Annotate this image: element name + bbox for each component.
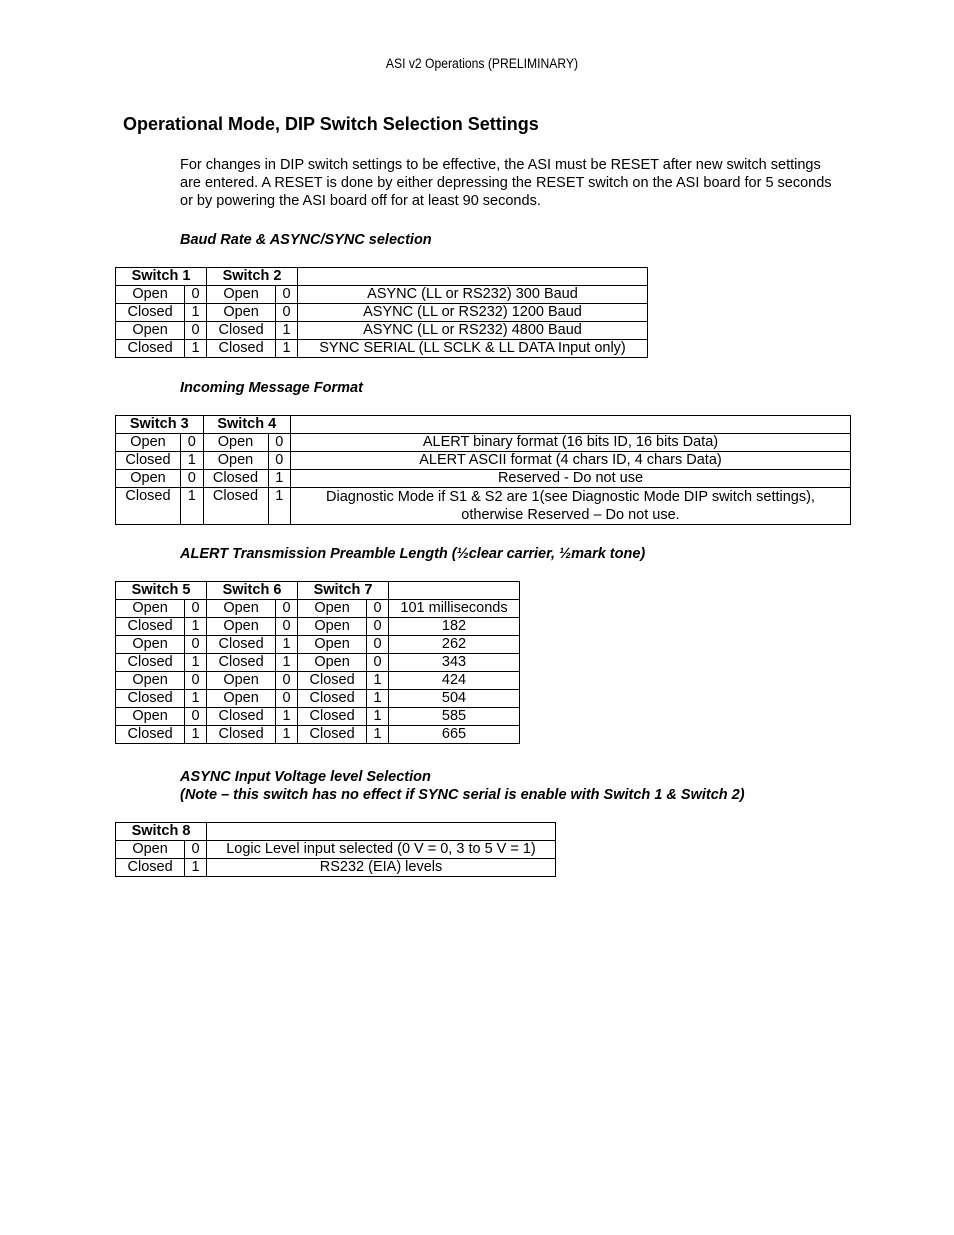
cell: Open [116,470,181,488]
format-heading: Incoming Message Format [180,380,363,396]
cell: ALERT binary format (16 bits ID, 16 bits Data) [291,434,851,452]
cell: 0 [276,304,298,322]
cell: RS232 (EIA) levels [207,859,556,877]
header-cell [207,823,556,841]
cell: Closed [207,726,276,744]
cell: 1 [181,452,204,470]
table-row [116,726,520,744]
table-header-row [116,582,520,600]
cell: ASYNC (LL or RS232) 1200 Baud [298,304,648,322]
table-row [116,841,556,859]
cell: Closed [116,726,185,744]
cell: Closed [207,636,276,654]
cell: 101 milliseconds [389,600,520,618]
cell: Closed [298,672,367,690]
table-row [116,672,520,690]
voltage-table [115,822,556,877]
cell: Open [116,636,185,654]
cell: 1 [185,304,207,322]
cell: Closed [207,322,276,340]
header-cell [291,416,851,434]
format-table [115,415,851,525]
cell: 1 [276,636,298,654]
cell: 1 [276,726,298,744]
cell: Open [203,452,268,470]
cell: Closed [116,488,181,525]
header-cell: Switch 8 [116,823,207,841]
table-row [116,654,520,672]
baud-table [115,267,648,358]
header-cell: Switch 7 [298,582,389,600]
cell: 1 [276,654,298,672]
cell: Closed [116,304,185,322]
cell: 1 [276,340,298,358]
cell: Open [116,286,185,304]
cell: ASYNC (LL or RS232) 300 Baud [298,286,648,304]
cell: Closed [116,859,185,877]
header-cell [389,582,520,600]
cell: Closed [207,340,276,358]
cell: 1 [185,859,207,877]
cell: 0 [185,708,207,726]
cell: 1 [185,654,207,672]
cell: 262 [389,636,520,654]
intro-paragraph: For changes in DIP switch settings to be effective, the ASI must be RESET after new switch settings are entered. A RESET is done by either depressing the RESET switch on the ASI board for 5 seconds or by powering the ASI board off for at least 90 seconds. [180,157,832,209]
cell: 1 [185,726,207,744]
table-row [116,708,520,726]
cell: ALERT ASCII format (4 chars ID, 4 chars Data) [291,452,851,470]
cell: 0 [367,618,389,636]
cell: 0 [367,636,389,654]
voltage-note: (Note – this switch has no effect if SYNC serial is enable with Switch 1 & Switch 2) [180,787,745,803]
cell: 1 [367,726,389,744]
header-cell: Switch 6 [207,582,298,600]
header-cell: Switch 2 [207,268,298,286]
cell: 0 [276,600,298,618]
table-row [116,434,851,452]
cell: Open [116,708,185,726]
cell: Closed [116,618,185,636]
baud-heading: Baud Rate & ASYNC/SYNC selection [180,232,432,248]
cell: Open [116,841,185,859]
voltage-heading: ASYNC Input Voltage level Selection [180,769,431,785]
cell: 0 [276,286,298,304]
cell: ASYNC (LL or RS232) 4800 Baud [298,322,648,340]
cell: 0 [185,672,207,690]
cell: 1 [181,488,204,525]
cell: 1 [276,708,298,726]
cell: 0 [185,286,207,304]
cell: 0 [367,600,389,618]
cell: 0 [181,470,204,488]
cell: Open [116,322,185,340]
table-header-row [116,416,851,434]
table-row [116,859,556,877]
cell: 0 [276,690,298,708]
cell: Closed [203,488,268,525]
cell: 0 [276,672,298,690]
table-row [116,304,648,322]
cell: Open [207,690,276,708]
header-cell: Switch 3 [116,416,204,434]
cell: 0 [185,600,207,618]
page-header: ASI v2 Operations (PRELIMINARY) [385,56,579,71]
cell: Open [298,618,367,636]
cell: Open [116,434,181,452]
table-row [116,618,520,636]
cell: 0 [276,618,298,636]
header-cell: Switch 5 [116,582,207,600]
cell: 0 [367,654,389,672]
table-row [116,690,520,708]
header-cell [298,268,648,286]
table-row [116,600,520,618]
table-row [116,636,520,654]
cell: Open [116,672,185,690]
cell: Open [207,600,276,618]
preamble-heading: ALERT Transmission Preamble Length (½clear carrier, ½mark tone) [180,546,646,562]
cell: 1 [367,708,389,726]
table-row [116,452,851,470]
cell: 1 [367,690,389,708]
cell: Closed [116,340,185,358]
cell: 1 [268,470,291,488]
cell: 665 [389,726,520,744]
preamble-table [115,581,520,744]
cell: 1 [367,672,389,690]
cell: Closed [207,708,276,726]
cell: 1 [185,618,207,636]
header-cell: Switch 4 [203,416,291,434]
table-header-row [116,268,648,286]
cell: Open [203,434,268,452]
cell: Diagnostic Mode if S1 & S2 are 1(see Diagnostic Mode DIP switch settings), otherwise Reserved – Do not use. [291,488,851,525]
table-row [116,286,648,304]
cell: 0 [268,452,291,470]
cell: Open [207,672,276,690]
cell: Open [207,618,276,636]
cell: 0 [181,434,204,452]
table-header-row [116,823,556,841]
section-title: Operational Mode, DIP Switch Selection Settings [123,114,539,134]
cell: Closed [207,654,276,672]
cell: 1 [276,322,298,340]
cell: 0 [185,322,207,340]
cell: Open [298,600,367,618]
cell: Logic Level input selected (0 V = 0, 3 to 5 V = 1) [207,841,556,859]
header-cell: Switch 1 [116,268,207,286]
cell: SYNC SERIAL (LL SCLK & LL DATA Input only) [298,340,648,358]
cell: Closed [203,470,268,488]
cell: Closed [298,708,367,726]
cell: Open [298,654,367,672]
cell: 0 [268,434,291,452]
cell: 343 [389,654,520,672]
cell: 424 [389,672,520,690]
cell: Open [207,304,276,322]
cell: Open [298,636,367,654]
table-row [116,340,648,358]
cell: 1 [185,340,207,358]
cell: Open [116,600,185,618]
cell: Closed [298,690,367,708]
table-row [116,488,851,525]
table-row [116,322,648,340]
cell: Closed [116,690,185,708]
cell: Closed [116,452,181,470]
cell: Reserved - Do not use [291,470,851,488]
cell: 1 [185,690,207,708]
cell: 0 [185,841,207,859]
table-row [116,470,851,488]
cell: 504 [389,690,520,708]
cell: Open [207,286,276,304]
cell: 585 [389,708,520,726]
cell: 182 [389,618,520,636]
cell: Closed [116,654,185,672]
cell: Closed [298,726,367,744]
cell: 1 [268,488,291,525]
cell: 0 [185,636,207,654]
